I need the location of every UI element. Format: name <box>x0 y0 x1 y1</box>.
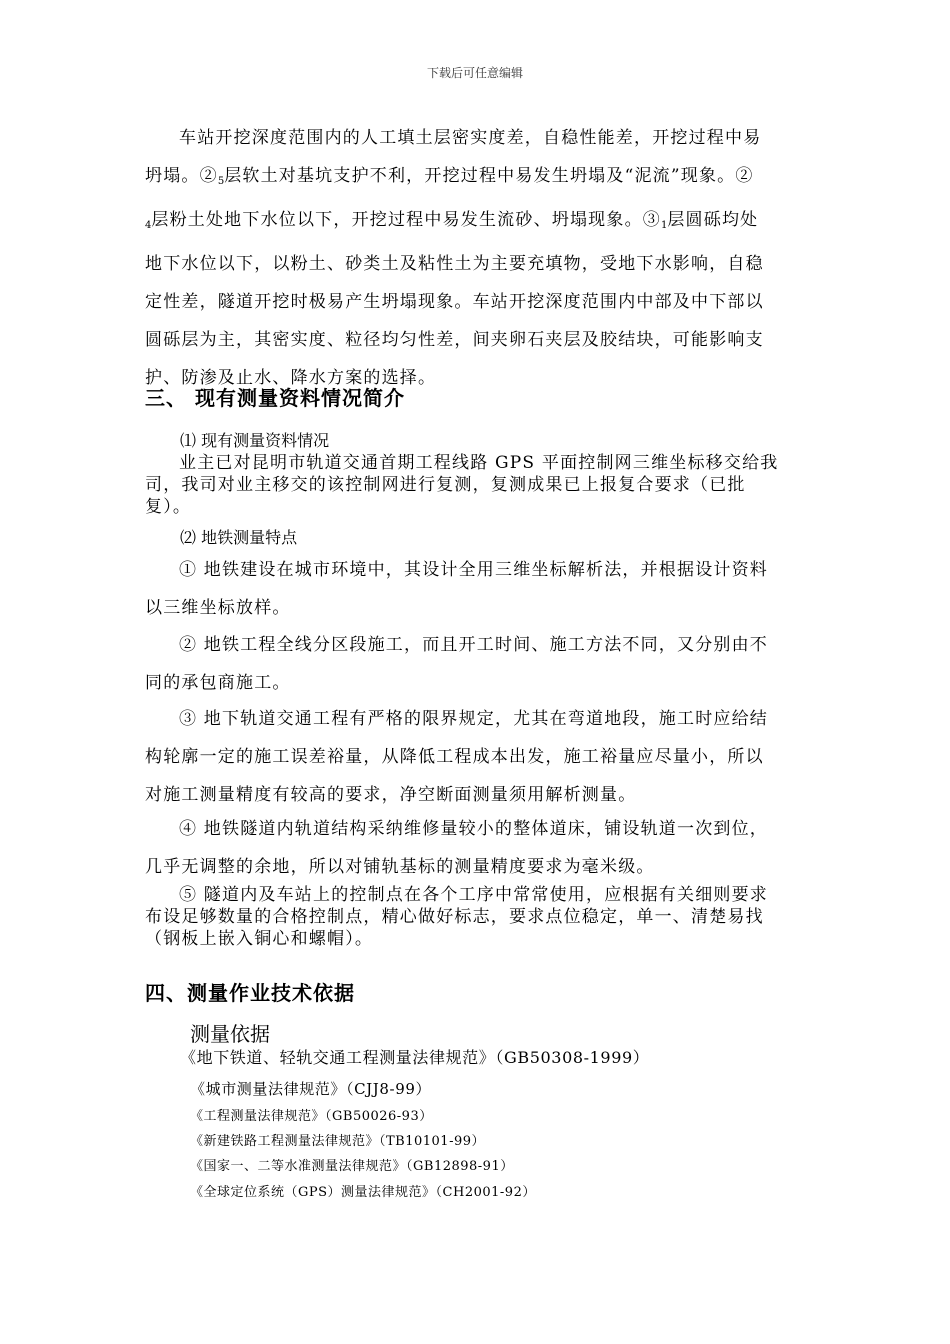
point-line: ② 地铁工程全线分区段施工，而且开工时间、施工方法不同，又分别由不 <box>179 635 769 655</box>
standard-item: 《工程测量法律规范》（GB50026-93） <box>190 1109 433 1124</box>
geology-line: 圆砾层为主，其密实度、粒径均匀性差，间夹卵石夹层及胶结块，可能影响支 <box>145 330 764 350</box>
point-5-paragraph <box>145 884 805 950</box>
point-2-paragraph <box>145 626 805 702</box>
point-line: 布设足够数量的合格控制点，精心做好标志，要求点位稳定，单一、清楚易找 <box>145 907 764 927</box>
point-line: 同的承包商施工。 <box>145 673 291 693</box>
point-4-paragraph <box>145 810 805 886</box>
point-line: （钢板上嵌入铜心和螺帽）。 <box>145 929 374 949</box>
item-1-line: 司，我司对业主移交的该控制网进行复测，复测成果已上报复合要求（已批 <box>145 475 746 495</box>
standard-item: 《全球定位系统（GPS）测量法律规范》（CH2001-92） <box>190 1185 536 1200</box>
point-line: 几乎无调整的余地，所以对铺轨基标的测量精度要求为毫米级。 <box>145 857 655 877</box>
point-line: ① 地铁建设在城市环境中，其设计全用三维坐标解析法，并根据设计资料 <box>179 560 769 580</box>
item-1-label: ⑴ 现有测量资料情况 <box>180 431 330 450</box>
geology-line: $_4$层粉土处地下水位以下，开挖过程中易发生流砂、坍塌现象。$③_1$层圆砾均处 <box>145 210 759 231</box>
layer-subscript: 1 <box>660 220 668 231</box>
point-line: ⑤ 隧道内及车站上的控制点在各个工序中常常使用，应根据有关细则要求 <box>179 885 769 905</box>
layer-subscript: 4 <box>145 220 152 231</box>
point-line: 构轮廓一定的施工误差裕量，从降低工程成本出发，施工裕量应尽量小，所以 <box>145 747 764 767</box>
standard-item: 《国家一、二等水准测量法律规范》（GB12898-91） <box>190 1159 514 1174</box>
point-1-paragraph <box>145 551 805 627</box>
section-3-title: 三、 现有测量资料情况简介 <box>145 386 405 410</box>
point-line: ④ 地铁隧道内轨道结构采纳维修量较小的整体道床，铺设轨道一次到位， <box>179 819 769 839</box>
point-line: 以三维坐标放样。 <box>145 598 291 618</box>
basis-label: 测量依据 <box>190 1022 270 1046</box>
geology-paragraph <box>145 119 805 397</box>
geology-line: 护、防渗及止水、降水方案的选择。 <box>145 368 437 388</box>
point-3-paragraph <box>145 700 805 814</box>
page-header-note: 下载后可任意编辑 <box>426 66 523 80</box>
point-line: 对施工测量精度有较高的要求，净空断面测量须用解析测量。 <box>145 785 637 805</box>
section-4-title: 四、测量作业技术依据 <box>145 981 355 1005</box>
item-2-label: ⑵ 地铁测量特点 <box>180 528 298 547</box>
standard-item: 《地下铁道、轻轨交通工程测量法律规范》（GB50308-1999） <box>180 1048 650 1067</box>
point-line: ③ 地下轨道交通工程有严格的限界规定，尤其在弯道地段，施工时应给结 <box>179 709 769 729</box>
geology-line: 坍塌。$②_5$层软土对基坑支护不利，开挖过程中易发生坍塌及“泥流”现象。② <box>145 166 754 187</box>
geology-line: 地下水位以下，以粉土、砂类土及粘性土为主要充填物，受地下水影响，自稳 <box>145 254 764 274</box>
geology-line: 定性差，隧道开挖时极易产生坍塌现象。车站开挖深度范围内中部及中下部以 <box>145 292 764 312</box>
standard-item: 《城市测量法律规范》（CJJ8-99） <box>190 1080 432 1098</box>
standard-item: 《新建铁路工程测量法律规范》（TB10101-99） <box>190 1134 486 1149</box>
item-1-line: 复）。 <box>145 497 192 517</box>
geology-line: 车站开挖深度范围内的人工填土层密实度差，自稳性能差，开挖过程中易 <box>179 128 762 148</box>
item-1-line: 业主已对昆明市轨道交通首期工程线路 GPS 平面控制网三维坐标移交给我 <box>179 453 779 473</box>
layer-subscript: 5 <box>217 176 225 187</box>
item-1-paragraph <box>145 452 805 518</box>
